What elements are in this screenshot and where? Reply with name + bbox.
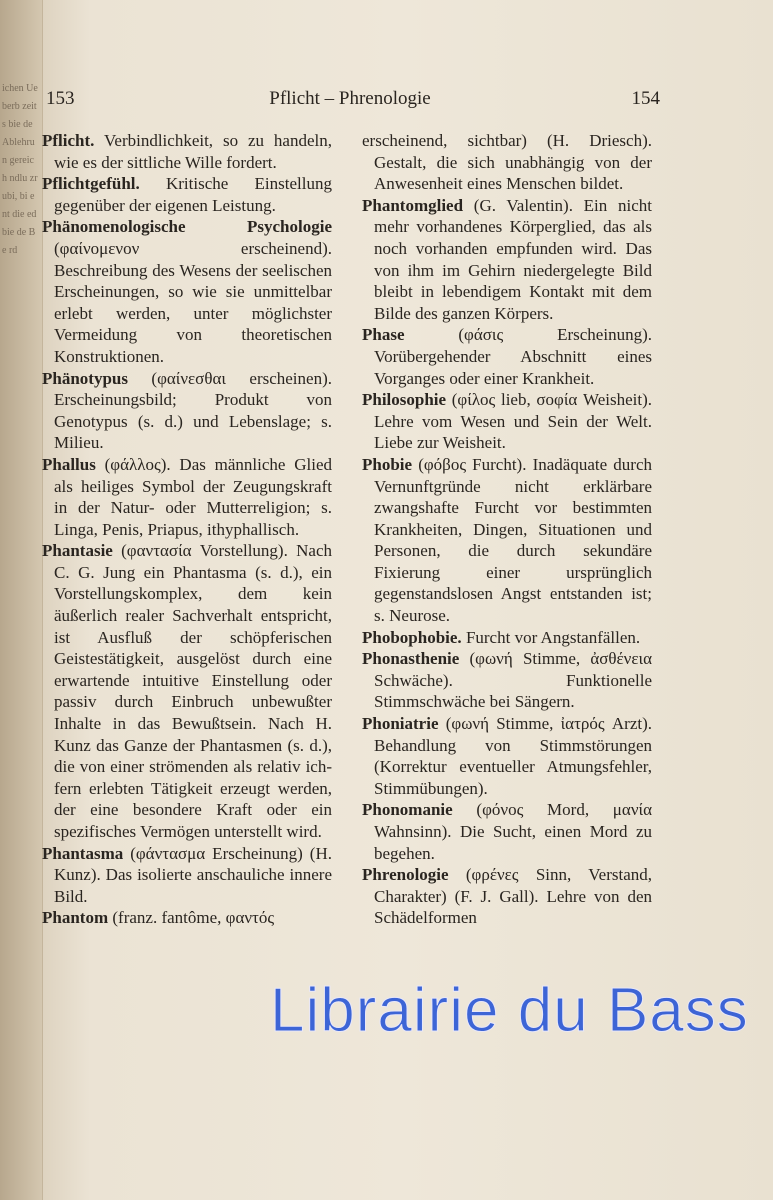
entry-definition: (φίλος lieb, σοφία Weisheit). Lehre vom Wesen und Sein der Welt. Liebe zur Weisheit. bbox=[374, 390, 652, 453]
dictionary-entry bbox=[362, 324, 652, 389]
entry-headword: Phoniatrie bbox=[362, 714, 439, 734]
entry-headword: Philosophie bbox=[362, 390, 447, 410]
entry-headword: Pflicht. bbox=[42, 131, 95, 150]
entry-definition: (φόβος Furcht). Inadäquate durch Vernunftgründe nicht erklärbare zwangshafte Furcht vor bestimmten Krankheiten, Dingen, Situationen und Personen, die durch sekundäre Fixierung einer ursprünglich gegenstandslosen Angst entstanden ist; s. Neurose. bbox=[374, 454, 652, 626]
dictionary-entry bbox=[42, 907, 332, 929]
dictionary-entry bbox=[362, 627, 652, 649]
entry-definition: (franz. fantôme, φαντός bbox=[108, 908, 275, 928]
entry-headword: Phantasie bbox=[42, 541, 113, 561]
watermark: Librairie du Bass bbox=[270, 976, 749, 1045]
entry-headword: Phantom bbox=[42, 908, 109, 928]
entry-headword: Phrenologie bbox=[362, 865, 449, 885]
page-title: Pflicht – Phrenologie bbox=[269, 88, 431, 109]
dictionary-entry bbox=[362, 864, 652, 929]
entry-headword: Phantasma bbox=[42, 843, 124, 863]
running-header bbox=[40, 88, 660, 118]
previous-page-edge bbox=[0, 0, 43, 1200]
entry-definition: Kritische Einstellung gegenüber der eigenen Leistung. bbox=[54, 174, 332, 215]
entry-definition: Furcht vor Angstanfällen. bbox=[461, 627, 641, 647]
entry-definition: (φαίνομενον erscheinend). Beschreibung des Wesens der seelischen Erscheinungen, so wie sie unmittelbar erlebt werden, unter möglichster Vermeidung von theoretischen Konstruktionen. bbox=[54, 238, 332, 366]
dictionary-entry bbox=[362, 648, 652, 713]
entry-headword: Phantomglied bbox=[362, 195, 464, 215]
page-number-left: 153 bbox=[46, 88, 75, 109]
entry-definition: (φόνος Mord, μανία Wahnsinn). Die Sucht, einen Mord zu begehen. bbox=[374, 800, 652, 863]
gutter-text: ichen Ueberb zeits bie de Ablehrun gereich ndlu zrubi, bi ent die ed bie de Be rd bbox=[2, 83, 38, 256]
dictionary-entry bbox=[362, 713, 652, 799]
entry-headword: Phänotypus bbox=[42, 368, 128, 388]
entry-definition: (φαντασία Vorstellung). Nach C. G. Jung ein Phantasma (s. d.), ein Vorstellungskomplex, dem kein äußerlich realer Sachverhalt entspricht, ist Ausfluß der schöpferischen Geistestätigkeit, ausgelöst durch eine erwartende intuitive Einstellung oder passiv durch Einbruch unbewußter Inhalte in das Bewußtsein. Nach H. Kunz das Ganze der Phantasmen (s. d.), die von einer strömenden als relativ ich-fern erlebten Tätigkeit erzeugt werden, der eine besondere Kraft oder ein spezifisches Vermögen unterstellt wird. bbox=[54, 541, 332, 841]
entry-headword: Pflichtgefühl. bbox=[42, 174, 140, 194]
dictionary-entry bbox=[42, 368, 332, 454]
entry-definition: (φάλλος). Das männliche Glied als heiliges Symbol der Zeugungskraft in der Natur- oder Mutterreligion; s. Linga, Penis, Priapus, ithyphallisch. bbox=[54, 454, 332, 539]
entry-definition: erscheinend, sichtbar) (H. Driesch). Gestalt, die sich unabhängig von der Anwesenheit eines Menschen bildet. bbox=[362, 131, 652, 194]
entry-headword: Phonasthenie bbox=[362, 649, 460, 669]
dictionary-entry bbox=[362, 195, 652, 325]
dictionary-entry bbox=[42, 454, 332, 540]
entry-definition: (φάντασμα Erscheinung) (H. Kunz). Das isolierte anschauliche innere Bild. bbox=[54, 843, 332, 906]
entry-definition: (G. Valentin). Ein nicht mehr vorhandenes Körperglied, das als noch vorhanden empfunden wird. Das von ihm im Gehirn niedergelegte Bild bleibt in lebendigem Kontakt mit dem Bilde des ganzen Körpers. bbox=[374, 195, 652, 323]
left-column bbox=[42, 130, 332, 929]
entry-headword: Phobophobie. bbox=[362, 627, 462, 647]
entry-headword: Phonomanie bbox=[362, 800, 453, 820]
entry-definition: Verbindlichkeit, so zu handeln, wie es der sittliche Wille fordert. bbox=[54, 131, 332, 172]
entry-headword: Phallus bbox=[42, 454, 96, 474]
dictionary-entry bbox=[42, 130, 332, 173]
page-number-right: 154 bbox=[631, 88, 660, 109]
dictionary-entry bbox=[42, 843, 332, 908]
dictionary-entry bbox=[362, 454, 652, 627]
dictionary-entry bbox=[362, 389, 652, 454]
dictionary-entry bbox=[42, 540, 332, 842]
dictionary-entry bbox=[362, 799, 652, 864]
right-column bbox=[362, 130, 652, 929]
entry-definition: (φωνή Stimme, ἰατρός Arzt). Behandlung von Stimmstörungen (Korrektur eventueller Atmungsfehler, Stimmübungen). bbox=[374, 714, 652, 798]
dictionary-entry bbox=[42, 173, 332, 216]
entry-headword: Phobie bbox=[362, 454, 413, 474]
dictionary-entry bbox=[42, 216, 332, 367]
entry-definition: (φρένες Sinn, Verstand, Charakter) (F. J. Gall). Lehre von den Schädelformen bbox=[374, 865, 652, 928]
entry-definition: (φάσις Erscheinung). Vorübergehender Abschnitt eines Vorganges oder einer Krankheit. bbox=[374, 325, 652, 388]
entry-headword: Phase bbox=[362, 325, 405, 345]
entry-headword: Phänomenologische Psychologie bbox=[42, 217, 332, 237]
entry-definition: (φωνή Stimme, ἀσθένεια Schwäche). Funktionelle Stimmschwäche bei Sängern. bbox=[374, 649, 652, 712]
entry-definition: (φαίνεσθαι erscheinen). Erscheinungsbild; Produkt von Genotypus (s. d.) und Lebenslage; s. Milieu. bbox=[54, 368, 332, 453]
dictionary-entry bbox=[362, 130, 652, 195]
